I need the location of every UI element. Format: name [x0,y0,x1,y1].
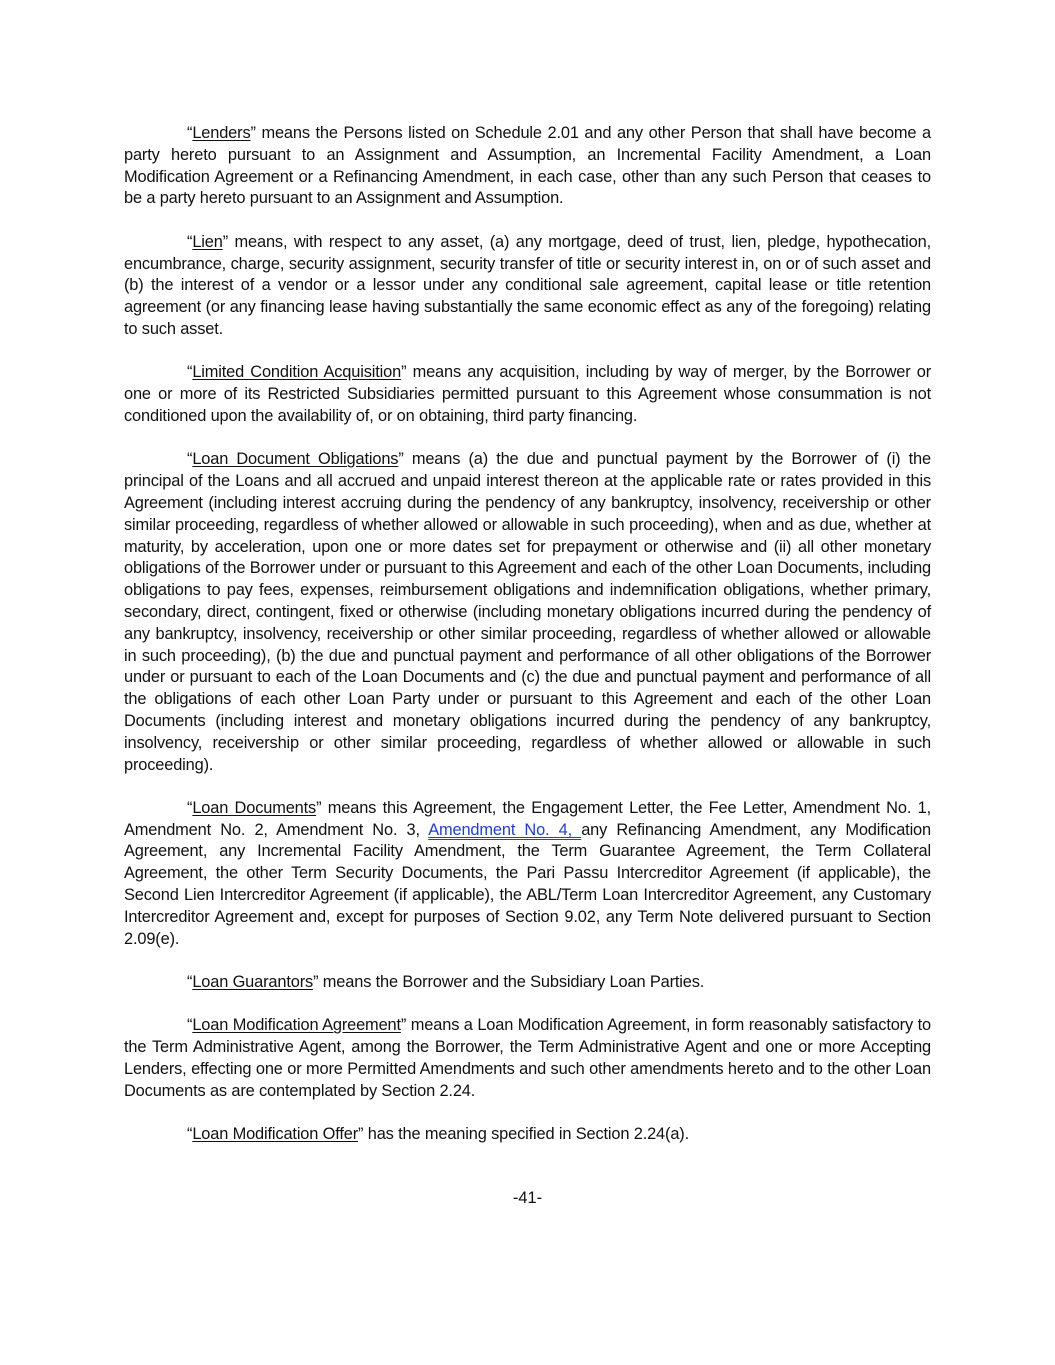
definition-loan-document-obligations [124,449,931,776]
defined-term: Loan Modification Offer [192,1125,359,1144]
document-page [124,123,931,1168]
close-quote: ” [316,798,322,817]
definition-text-continued: any Refinancing Amendment, any Modification Agreement, any Incremental Facility Amendment, the Term Guarantee Agreement, the Term Collateral Agreement, the other Term Security Documents, the Pari Passu Intercreditor Agreement (if applicable), the Second Lien Intercreditor Agreement (if applicable), the ABL/Term Loan Intercreditor Agreement, any Customary Intercreditor Agreement and, except for purposes of Section 9.02, any Term Note delivered pursuant to Section 2.09(e). [124,820,931,948]
page-number: -41- [512,1189,543,1207]
open-quote: “ [187,798,193,817]
inserted-amendment-text: Amendment No. 4, [428,820,582,839]
definition-text: means this Agreement, the Engagement Letter, the Fee Letter, Amendment No. 1, Amendment No. 2, Amendment No. 3, [124,798,931,839]
defined-term: Loan Document Obligations [192,450,399,469]
definition-lenders [124,123,931,210]
defined-term: Lien [192,232,223,251]
close-quote: ” [313,973,319,992]
open-quote: “ [187,1016,193,1035]
definition-text: means (a) the due and punctual payment by the Borrower of (i) the principal of the Loans and all accrued and unpaid interest thereon at the applicable rate or rates provided in this Agreement (including interest accruing during the pendency of any bankruptcy, insolvency, receivership or other similar proceeding, regardless of whether allowed or allowable in such proceeding), when and as due, whether at maturity, by acceleration, upon one or more dates set for prepayment or otherwise and (ii) all other monetary obligations of the Borrower under or pursuant to this Agreement and each of the other Loan Documents, including obligations to pay fees, expenses, reimbursement obligations and indemnification obligations, whether primary, secondary, direct, contingent, fixed or otherwise (including monetary obligations incurred during the pendency of any bankruptcy, insolvency, receivership or other similar proceeding, regardless of whether allowed or allowable in such proceeding), (b) the due and punctual payment and performance of all other obligations of the Borrower under or pursuant to each of the Loan Documents and (c) the due and punctual payment and performance of all the obligations of each other Loan Party under or pursuant to this Agreement and each of the other Loan Documents (including interest and monetary obligations incurred during the pendency of any bankruptcy, insolvency, receivership or other similar proceeding, regardless of whether allowed or allowable in such proceeding). [124,450,931,774]
definition-text: means, with respect to any asset, (a) any mortgage, deed of trust, lien, pledge, hypothecation, encumbrance, charge, security assignment, security transfer of title or security interest in, on or of such asset and (b) the interest of a vendor or a lessor under any conditional sale agreement, capital lease or title retention agreement (or any financing lease having substantially the same economic effect as any of the foregoing) relating to such asset. [124,232,931,338]
open-quote: “ [187,363,193,382]
close-quote: ” [222,232,229,251]
definition-text: means the Persons listed on Schedule 2.01 and any other Person that shall have become a party hereto pursuant to an Assignment and Assumption, an Incremental Facility Amendment, a Loan Modification Agreement or a Refinancing Amendment, in each case, other than any such Person that ceases to be a party hereto pursuant to an Assignment and Assumption. [124,124,931,208]
defined-term: Loan Documents [192,798,317,817]
close-quote: ” [401,363,407,382]
definition-text: means any acquisition, including by way of merger, by the Borrower or one or more of its Restricted Subsidiaries permitted pursuant to this Agreement whose consummation is not conditioned upon the availability of, or on obtaining, third party financing. [124,363,931,425]
definition-loan-documents [124,798,931,951]
definition-loan-guarantors [124,972,931,994]
open-quote: “ [187,1125,193,1144]
open-quote: “ [187,973,193,992]
definition-loan-modification-agreement [124,1015,931,1102]
close-quote: ” [358,1125,364,1144]
defined-term: Limited Condition Acquisition [192,363,402,382]
close-quote: ” [398,450,404,469]
open-quote: “ [187,232,193,251]
defined-term: Loan Modification Agreement [192,1016,401,1035]
definition-text: means a Loan Modification Agreement, in form reasonably satisfactory to the Term Administrative Agent, among the Borrower, the Term Administrative Agent and one or more Accepting Lenders, effecting one or more Permitted Amendments and such other amendments hereto and to the other Loan Documents as are contemplated by Section 2.24. [124,1016,931,1100]
open-quote: “ [187,124,193,142]
definition-lien [124,232,931,341]
open-quote: “ [187,450,193,469]
defined-term: Loan Guarantors [192,973,314,992]
defined-term: Lenders [192,124,251,142]
close-quote: ” [400,1016,407,1035]
definition-loan-modification-offer [124,1124,931,1146]
definition-limited-condition-acquisition [124,362,931,427]
definition-text: means the Borrower and the Subsidiary Loan Parties. [318,973,705,992]
definition-text: has the meaning specified in Section 2.24(a). [363,1125,690,1144]
close-quote: ” [250,124,256,142]
